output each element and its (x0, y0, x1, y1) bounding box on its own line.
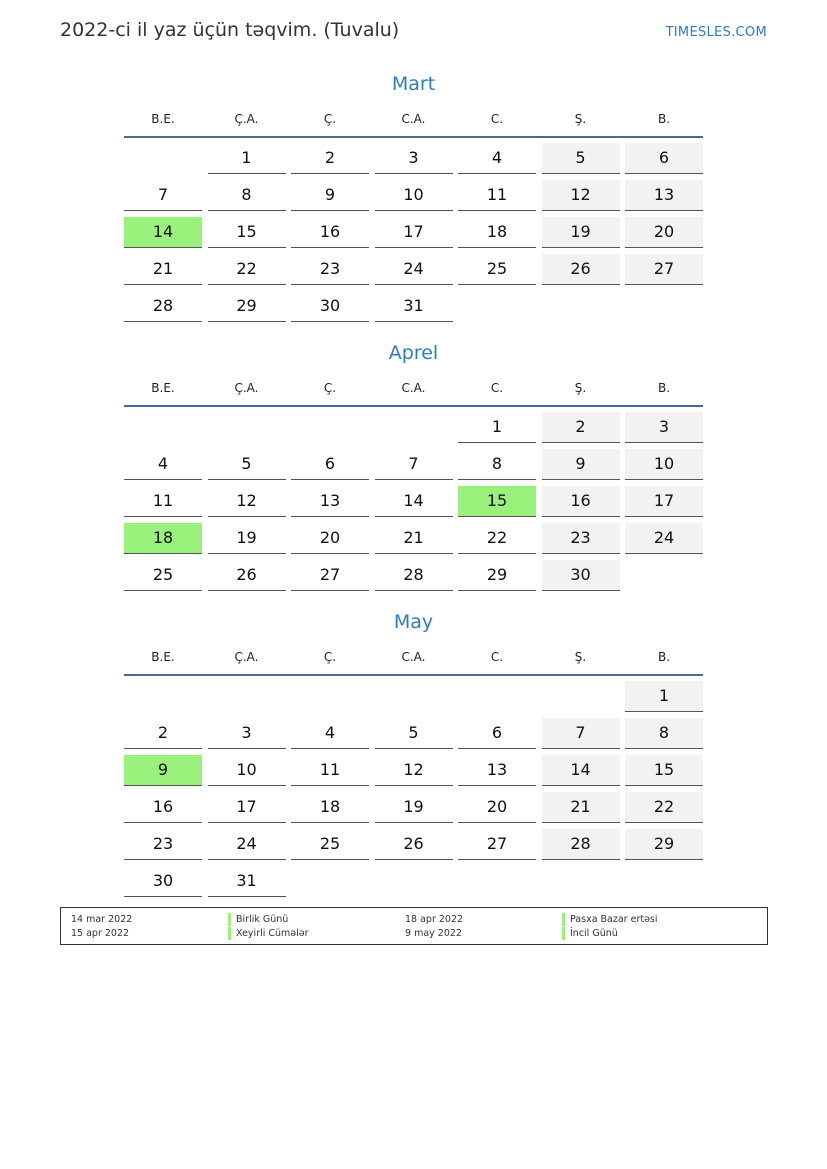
day-cell-empty (542, 291, 620, 321)
day-cell: 12 (375, 755, 453, 786)
legend-date: 15 apr 2022 (71, 928, 130, 939)
legend-holiday-name: Xeyirli Cümələr (228, 927, 405, 940)
day-cell: 17 (625, 486, 703, 517)
month-aprel (124, 339, 703, 591)
weekday-label: C. (490, 112, 504, 126)
day-cell: 31 (375, 291, 453, 322)
day-cell: 22 (625, 792, 703, 823)
day-cell: 12 (208, 486, 286, 517)
day-cell-empty (291, 866, 369, 896)
site-link[interactable]: TIMESLES.COM (665, 25, 767, 40)
day-cell: 16 (291, 217, 369, 248)
day-cell: 16 (124, 792, 202, 823)
day-cell: 2 (542, 412, 620, 443)
day-cell: 24 (375, 254, 453, 285)
day-cell: 19 (542, 217, 620, 248)
day-cell: 23 (124, 829, 202, 860)
day-cell: 23 (542, 523, 620, 554)
day-cell-empty (124, 681, 202, 711)
day-cell: 1 (625, 681, 703, 712)
weekday-label: B.E. (151, 381, 175, 395)
month-may (124, 608, 703, 897)
weekday-label: Ç.A. (234, 650, 259, 664)
day-cell: 18 (291, 792, 369, 823)
day-cell: 15 (458, 486, 536, 517)
day-cell: 11 (458, 180, 536, 211)
weekday-label: Ç. (323, 650, 337, 664)
day-cell: 20 (625, 217, 703, 248)
day-cell: 29 (625, 829, 703, 860)
day-cell: 3 (208, 718, 286, 749)
weekday-label: C.A. (401, 112, 426, 126)
day-cell-empty (625, 291, 703, 321)
day-cell: 7 (124, 180, 202, 211)
day-cell: 19 (375, 792, 453, 823)
day-cell: 15 (208, 217, 286, 248)
day-cell: 7 (542, 718, 620, 749)
day-cell-empty (208, 412, 286, 442)
day-cell: 10 (375, 180, 453, 211)
weekday-label: B. (657, 381, 671, 395)
day-cell: 6 (291, 449, 369, 480)
day-cell-empty (542, 681, 620, 711)
day-cell: 13 (291, 486, 369, 517)
day-cell: 14 (124, 217, 202, 248)
day-cell-empty (458, 681, 536, 711)
day-cell-empty (291, 412, 369, 442)
day-cell: 11 (291, 755, 369, 786)
day-cell: 6 (458, 718, 536, 749)
day-cell: 24 (208, 829, 286, 860)
weekday-label: Ç. (323, 112, 337, 126)
day-cell: 20 (458, 792, 536, 823)
legend-date: 14 mar 2022 (71, 914, 133, 925)
day-cell: 10 (625, 449, 703, 480)
day-cell: 21 (375, 523, 453, 554)
weekday-label: B.E. (151, 112, 175, 126)
weekday-label: Ç. (323, 381, 337, 395)
weekday-label: Ş. (574, 112, 587, 126)
day-cell: 31 (208, 866, 286, 897)
day-cell-empty (458, 291, 536, 321)
legend-date: 9 may 2022 (405, 928, 462, 939)
weekday-label: B. (657, 112, 671, 126)
weekday-header-row (124, 640, 703, 676)
month-name: May (393, 611, 434, 633)
day-cell: 16 (542, 486, 620, 517)
day-cell: 27 (458, 829, 536, 860)
day-cell: 7 (375, 449, 453, 480)
day-cell: 27 (625, 254, 703, 285)
day-cell: 8 (208, 180, 286, 211)
day-cell-empty (542, 866, 620, 896)
weekday-header-row (124, 102, 703, 138)
day-cell: 12 (542, 180, 620, 211)
legend-holiday-name: Birlik Günü (228, 913, 405, 926)
day-cell: 18 (124, 523, 202, 554)
day-cell: 8 (458, 449, 536, 480)
month-mart (124, 70, 703, 322)
day-cell: 19 (208, 523, 286, 554)
day-cell-empty (458, 866, 536, 896)
day-cell: 23 (291, 254, 369, 285)
day-cell: 5 (375, 718, 453, 749)
day-cell: 22 (458, 523, 536, 554)
day-cell: 27 (291, 560, 369, 591)
day-cell-empty (625, 866, 703, 896)
day-cell: 14 (375, 486, 453, 517)
day-cell: 28 (375, 560, 453, 591)
day-cell: 26 (542, 254, 620, 285)
day-cell: 13 (625, 180, 703, 211)
day-cell-empty (625, 560, 703, 590)
day-cell: 9 (124, 755, 202, 786)
day-cell: 26 (208, 560, 286, 591)
day-grid (124, 143, 703, 322)
day-cell: 25 (458, 254, 536, 285)
day-cell: 22 (208, 254, 286, 285)
weekday-label: C.A. (401, 650, 426, 664)
day-cell: 11 (124, 486, 202, 517)
day-cell: 2 (291, 143, 369, 174)
month-name: Mart (391, 73, 436, 95)
day-cell: 14 (542, 755, 620, 786)
day-cell: 29 (208, 291, 286, 322)
day-cell: 25 (291, 829, 369, 860)
day-cell: 25 (124, 560, 202, 591)
day-cell: 30 (291, 291, 369, 322)
day-cell: 3 (625, 412, 703, 443)
day-cell: 28 (542, 829, 620, 860)
day-cell: 21 (124, 254, 202, 285)
day-cell: 9 (291, 180, 369, 211)
weekday-label: C.A. (401, 381, 426, 395)
day-cell: 26 (375, 829, 453, 860)
day-cell: 8 (625, 718, 703, 749)
day-cell: 28 (124, 291, 202, 322)
day-cell-empty (208, 681, 286, 711)
day-cell: 17 (375, 217, 453, 248)
day-cell: 2 (124, 718, 202, 749)
day-cell: 10 (208, 755, 286, 786)
day-cell: 21 (542, 792, 620, 823)
day-cell: 15 (625, 755, 703, 786)
legend-holiday-name: İncil Günü (562, 927, 777, 940)
day-cell: 4 (124, 449, 202, 480)
day-cell-empty (375, 866, 453, 896)
weekday-header-row (124, 371, 703, 407)
weekday-label: C. (490, 381, 504, 395)
day-cell: 5 (542, 143, 620, 174)
day-cell: 9 (542, 449, 620, 480)
weekday-label: Ç.A. (234, 381, 259, 395)
day-cell-empty (291, 681, 369, 711)
month-name: Aprel (388, 342, 439, 364)
day-cell-empty (124, 143, 202, 173)
weekday-label: Ş. (574, 381, 587, 395)
weekday-label: B.E. (151, 650, 175, 664)
day-cell: 13 (458, 755, 536, 786)
day-cell: 1 (458, 412, 536, 443)
day-cell-empty (375, 412, 453, 442)
day-cell: 3 (375, 143, 453, 174)
holiday-legend (60, 907, 768, 945)
weekday-label: B. (657, 650, 671, 664)
page-title: 2022-ci il yaz üçün təqvim. (Tuvalu) (60, 19, 400, 41)
day-cell: 1 (208, 143, 286, 174)
legend-holiday-name: Pasxa Bazar ertəsi (562, 913, 777, 926)
day-cell: 29 (458, 560, 536, 591)
day-cell: 20 (291, 523, 369, 554)
day-cell: 4 (291, 718, 369, 749)
weekday-label: Ş. (574, 650, 587, 664)
day-cell: 6 (625, 143, 703, 174)
day-grid (124, 412, 703, 591)
legend-date: 18 apr 2022 (405, 914, 464, 925)
day-cell: 4 (458, 143, 536, 174)
day-cell: 5 (208, 449, 286, 480)
day-cell: 18 (458, 217, 536, 248)
day-cell-empty (124, 412, 202, 442)
day-cell: 17 (208, 792, 286, 823)
day-cell: 24 (625, 523, 703, 554)
day-cell-empty (375, 681, 453, 711)
day-cell: 30 (542, 560, 620, 591)
weekday-label: C. (490, 650, 504, 664)
day-cell: 30 (124, 866, 202, 897)
weekday-label: Ç.A. (234, 112, 259, 126)
day-grid (124, 681, 703, 897)
